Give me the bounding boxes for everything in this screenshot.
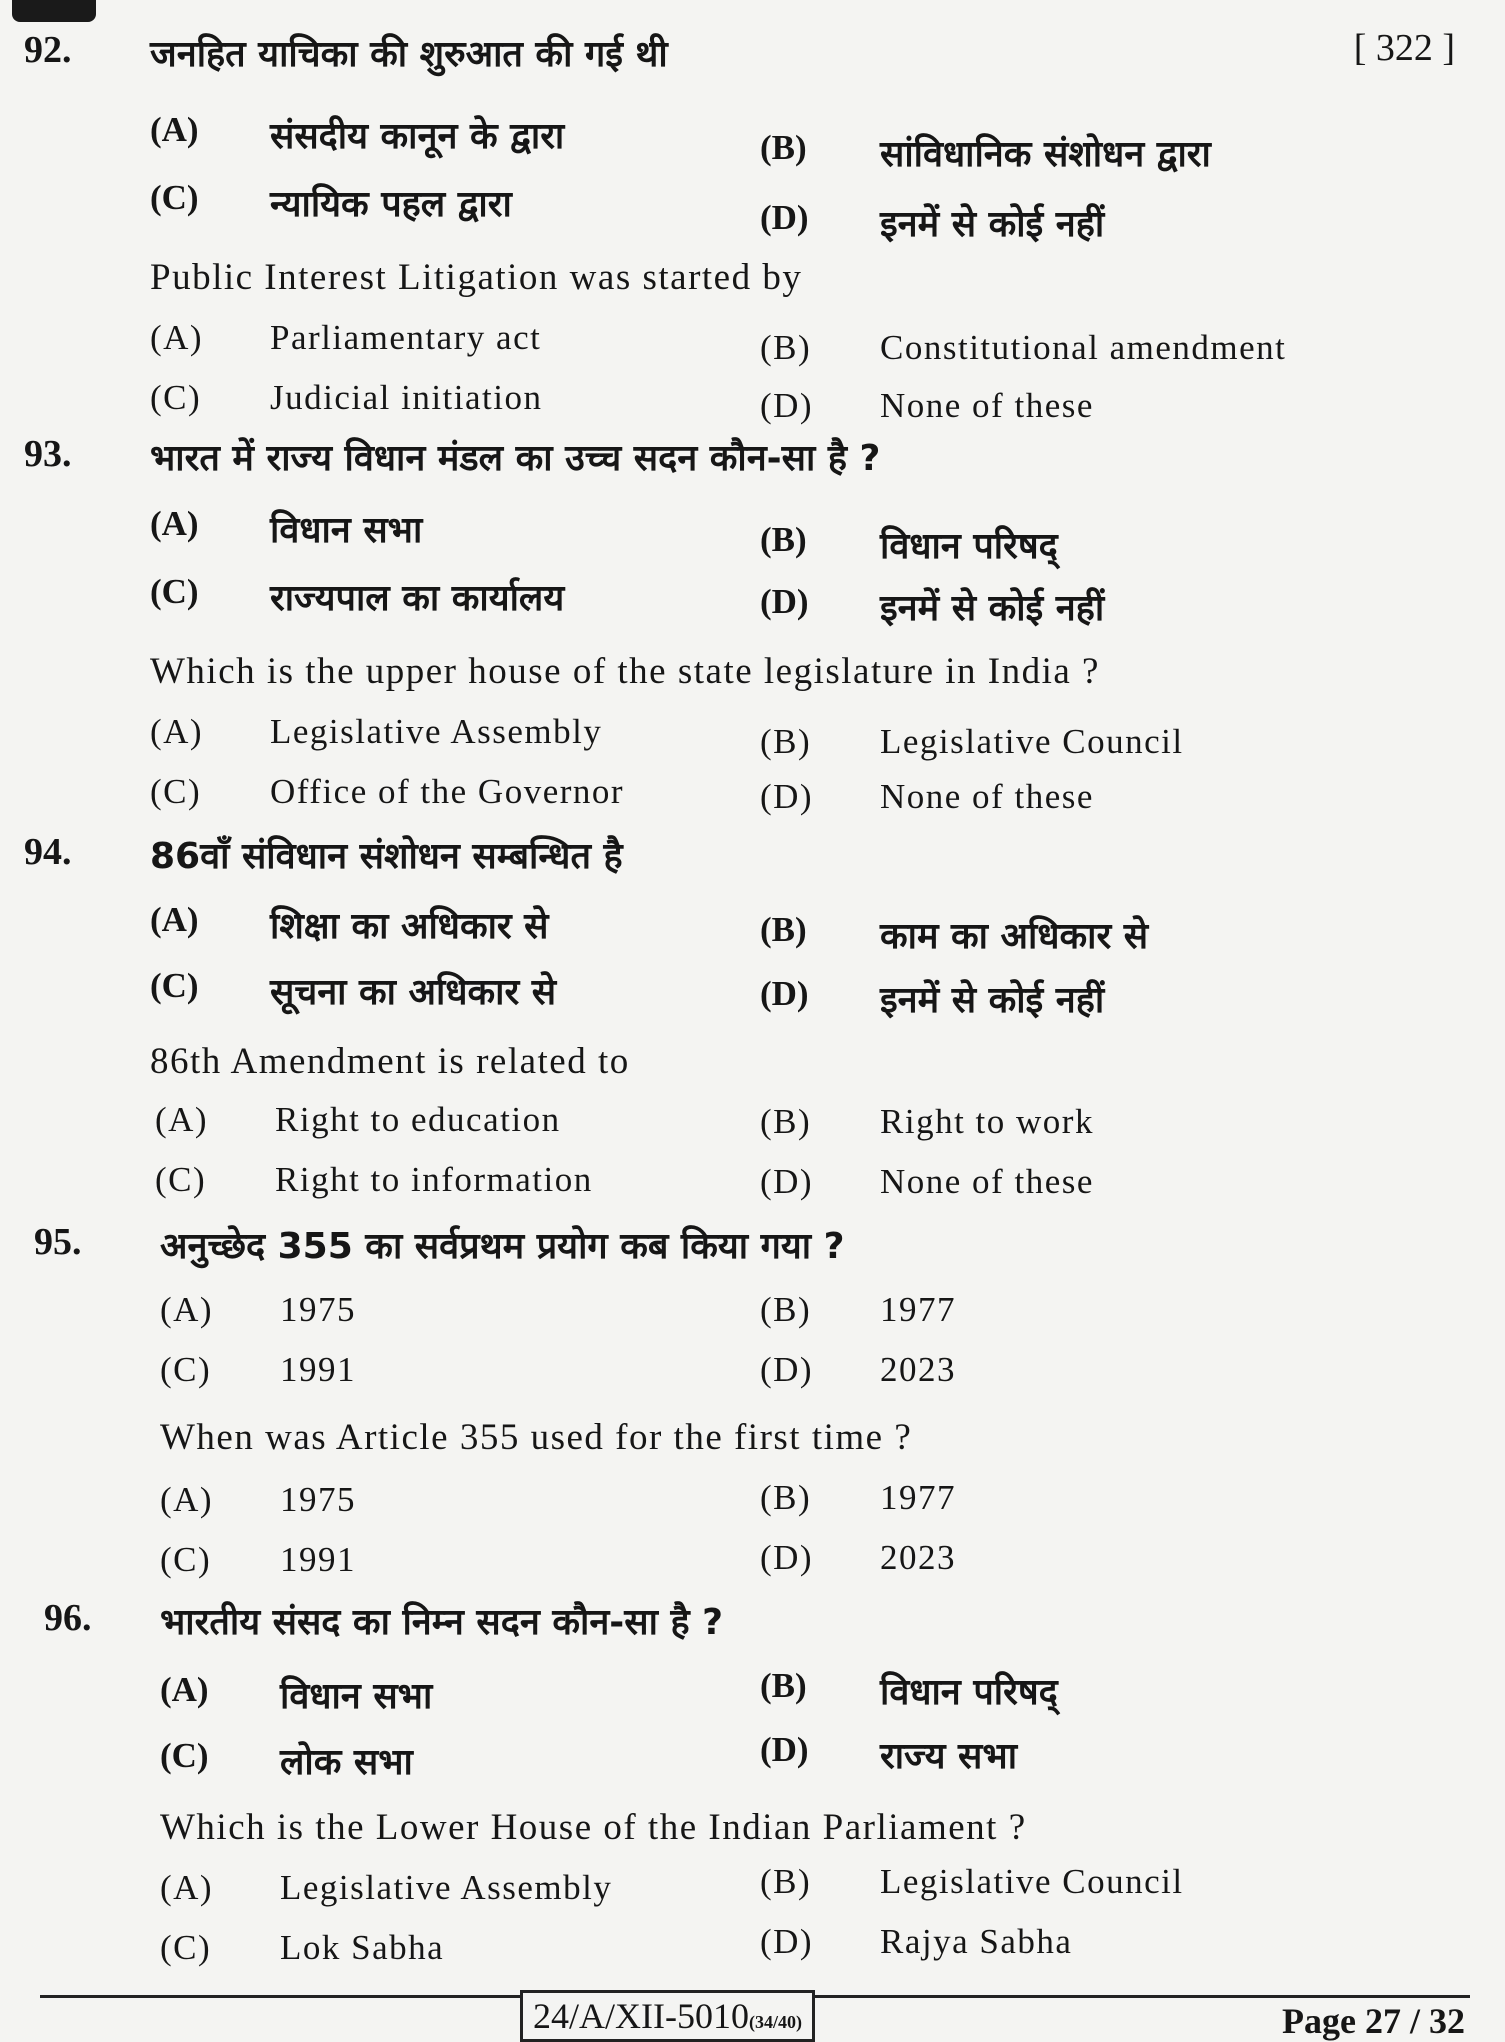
page-number: Page 27 / 32 [1282,2001,1465,2041]
question-text-english: 86th Amendment is related to [150,1041,630,1082]
question-number: 93. [24,433,72,475]
question-text-hindi: जनहित याचिका की शुरुआत की गई थी [150,34,668,75]
question-number: 92. [24,29,72,71]
question-93: 93. भारत में राज्य विधान मंडल का उच्च सदन कौन-सा है ? (A) विधान सभा (B) विधान परिषद् (C) राज्यपाल का कार्यालय (D) इनमें से कोई नहीं Which is the upper house of the state legislature in India ? (A) Legislative Assembly (B) Legislative Council (C) Office of the Governor (D) None of these [24,433,1184,816]
footer-paper-code: 24/A/XII-5010(34/40) [520,1990,815,2042]
question-number: 94. [24,831,72,873]
question-94: 94. 86वाँ संविधान संशोधन सम्बन्धित है (A) शिक्षा का अधिकार से (B) काम का अधिकार से (C) सूचना का अधिकार से (D) इनमें से कोई नहीं 86th Amendment is related to (A) Right to education (B) Right to work (C) Right to information (D) None of these [24,831,1149,1201]
corner-tab-decoration [12,0,96,22]
question-text-english: Which is the Lower House of the Indian Parliament ? [160,1807,1027,1848]
question-text-hindi: भारत में राज्य विधान मंडल का उच्च सदन कौन-सा है ? [150,438,881,479]
question-92: 92. जनहित याचिका की शुरुआत की गई थी (A) संसदीय कानून के द्वारा (B) सांविधानिक संशोधन द्वारा (C) न्यायिक पहल द्वारा (D) इनमें से कोई नहीं Public Interest Litigation was started by (A) Parliamentary act (B) Constitutional amendment (C) Judicial initiation (D) None of these [24,29,1287,425]
question-text-english: When was Article 355 used for the first time ? [160,1417,913,1458]
question-text-hindi: अनुच्छेद 355 का सर्वप्रथम प्रयोग कब किया गया ? [160,1226,845,1267]
question-text-hindi: 86वाँ संविधान संशोधन सम्बन्धित है [150,836,623,877]
question-95: 95. अनुच्छेद 355 का सर्वप्रथम प्रयोग कब किया गया ? (A) 1975 (B) 1977 (C) 1991 (D) 2023 When was Article 355 used for the first time ? (A) 1975 (B) 1977 (C) 1991 (D) 2023 [34,1221,956,1579]
question-text-english: Which is the upper house of the state legislature in India ? [150,651,1100,692]
question-96: 96. भारतीय संसद का निम्न सदन कौन-सा है ? (A) विधान सभा (B) विधान परिषद् (C) लोक सभा (D) राज्य सभा Which is the Lower House of the Indian Parliament ? (A) Legislative Assembly (B) Legislative Council (C) Lok Sabha (D) Rajya Sabha [44,1597,1184,1967]
question-text-english: Public Interest Litigation was started by [150,257,803,298]
question-number: 95. [34,1221,82,1263]
question-number: 96. [44,1597,92,1639]
question-text-hindi: भारतीय संसद का निम्न सदन कौन-सा है ? [160,1602,723,1643]
footer-paper-code-suffix: (34/40) [748,2012,802,2032]
paper-code: [ 322 ] [1353,27,1455,69]
